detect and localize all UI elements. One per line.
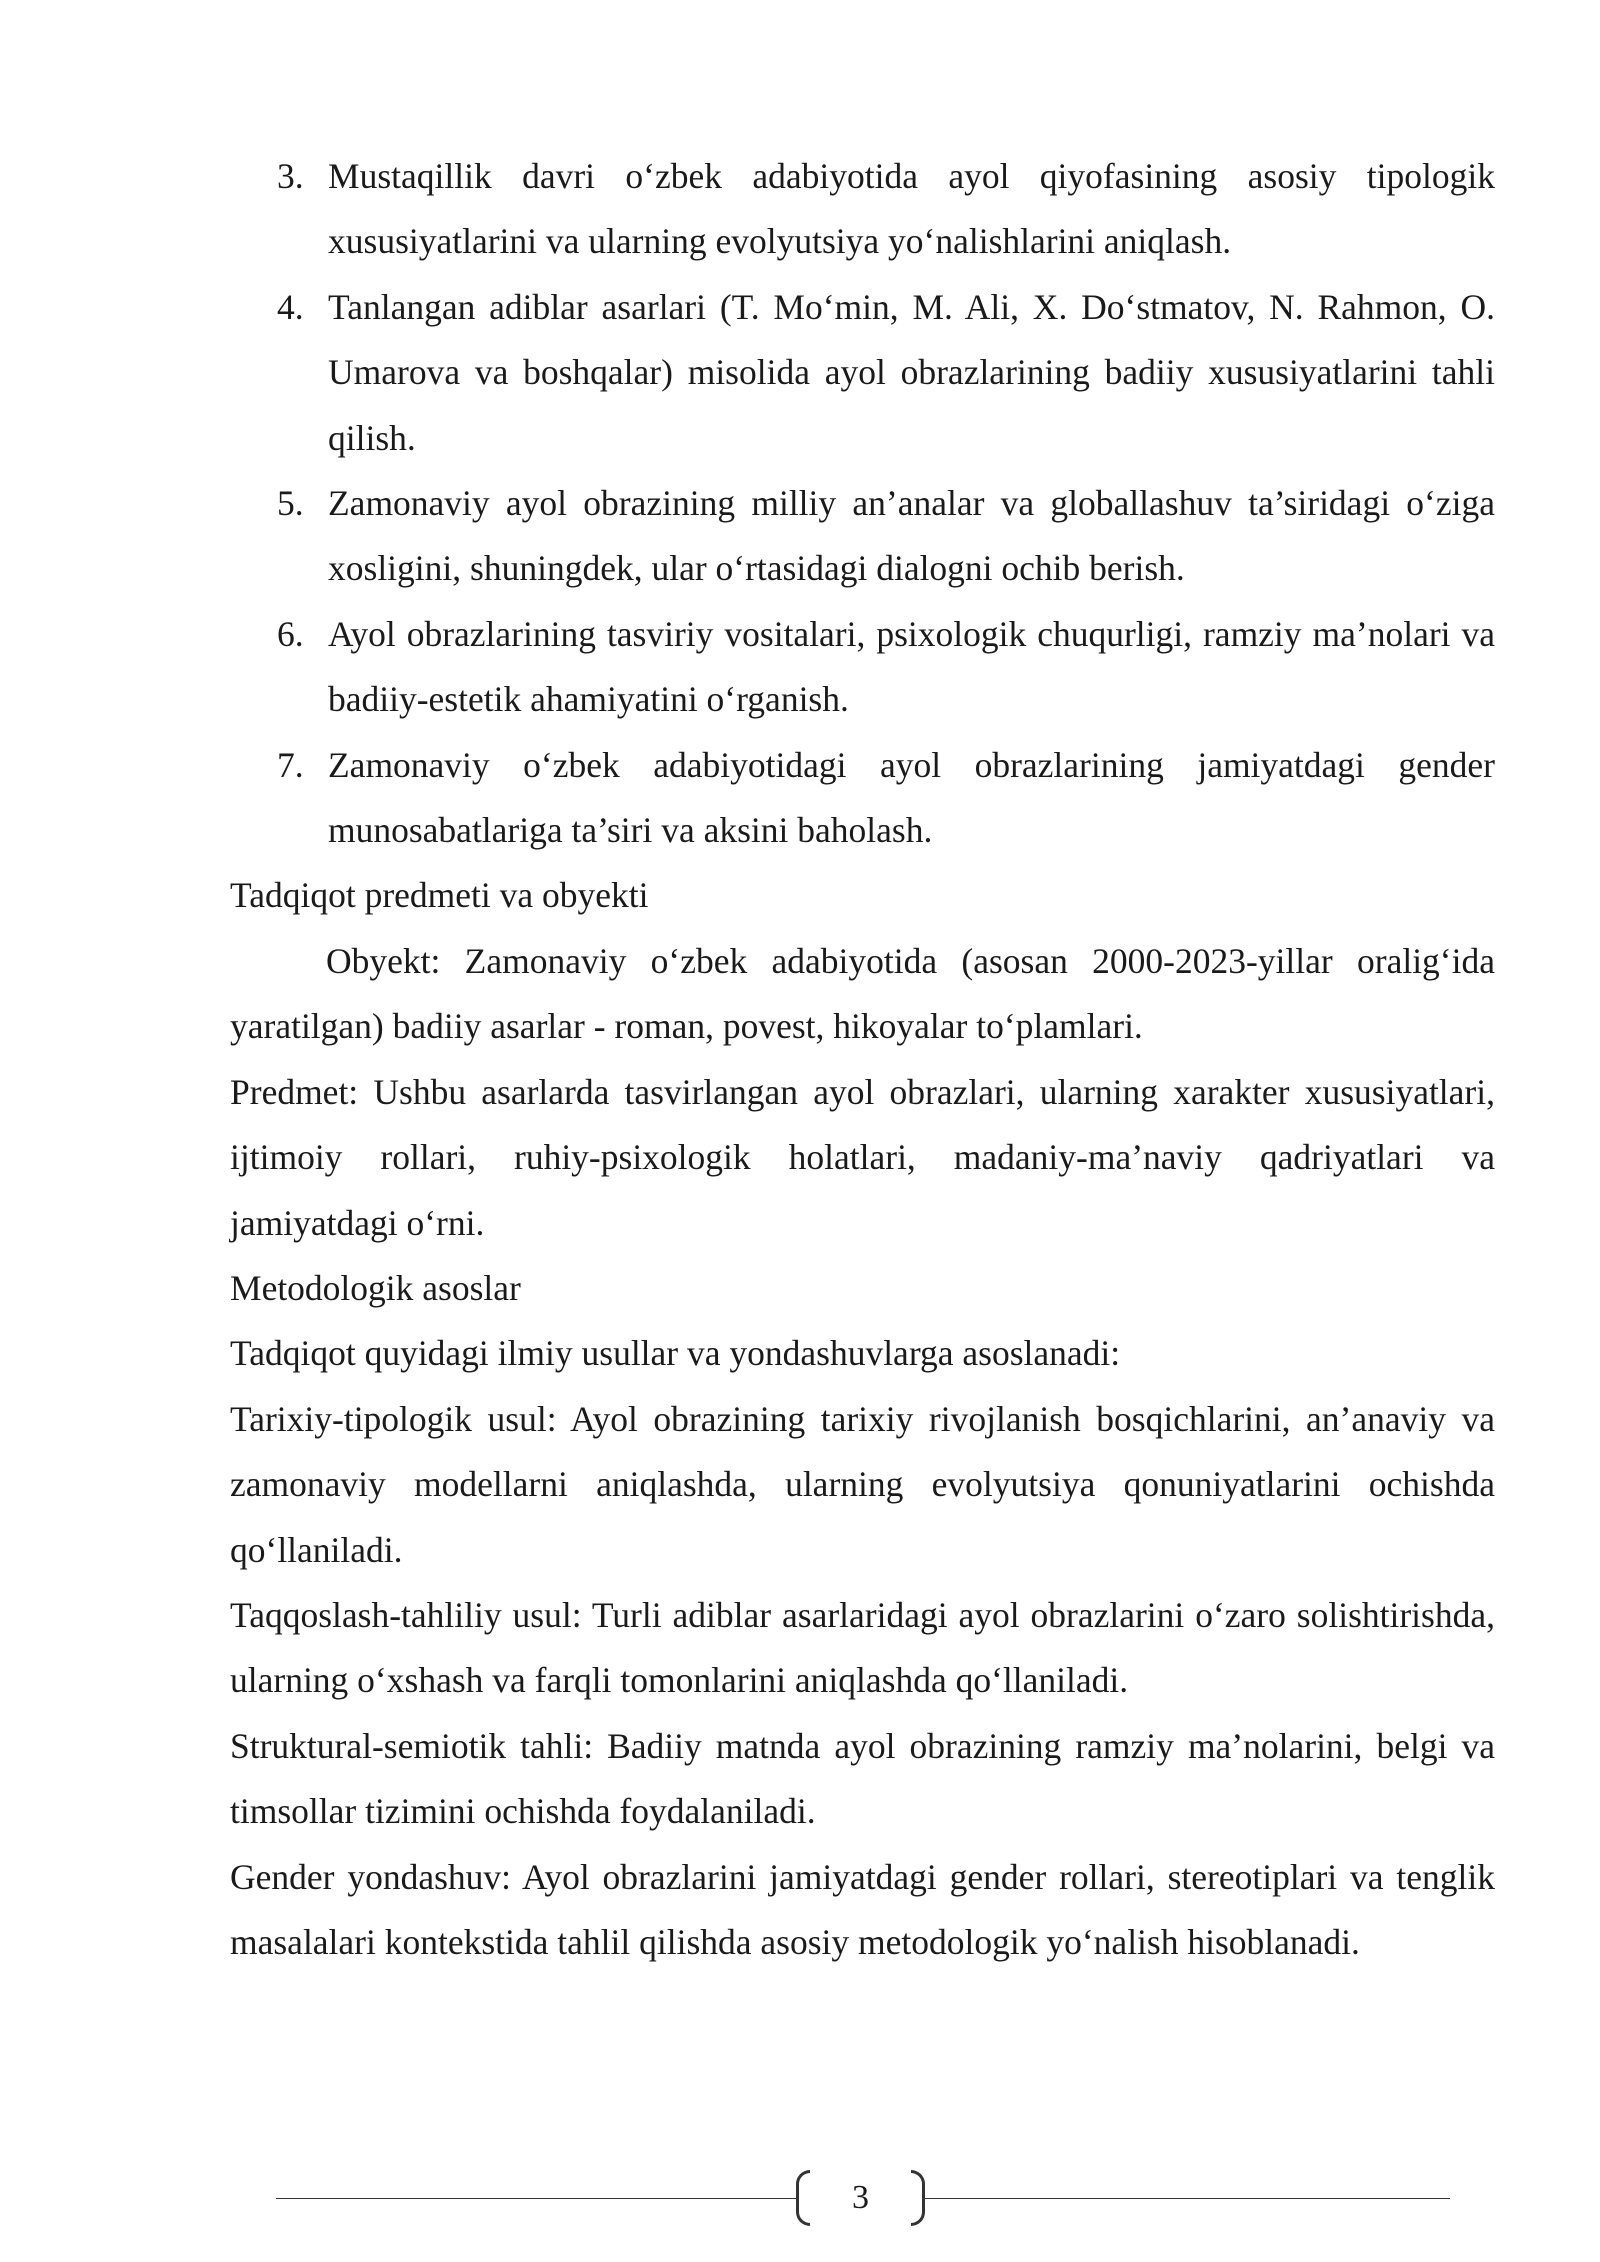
list-item-text: Zamonaviy ayol obrazining milliy an’analar va globallashuv ta’siridagi o‘ziga xosligini, shuningdek, ular o‘rtasidagi dialogni ochib berish. (328, 483, 1495, 589)
list-item-number: 7. (277, 744, 304, 785)
method-label: Struktural-semiotik tahli: (230, 1725, 594, 1766)
list-item-number: 4. (277, 286, 304, 327)
list-item-text: Mustaqillik davri o‘zbek adabiyotida ayol qiyofasining asosiy tipologik xususiyatlarini va ularning evolyutsiya yo‘nalishlarini aniqlash. (328, 156, 1495, 262)
object-text: Zamonaviy o‘zbek adabiyotida (asosan 2000-2023-yillar oralig‘ida yaratilgan) badiiy asarlar - roman, povest, hikoyalar to‘plamlari. (230, 940, 1495, 1047)
methodology-intro: Tadqiqot quyidagi ilmiy usullar va yondashuvlarga asoslanadi: (230, 1333, 1121, 1374)
list-item (230, 733, 1495, 864)
page-number: 3 (852, 2179, 869, 2216)
list-item (230, 471, 1495, 602)
method-paragraph (230, 1387, 1495, 1583)
method-paragraph (230, 1583, 1495, 1714)
method-text: Turli adiblar asarlaridagi ayol obrazlarini o‘zaro solishtirishda, ularning o‘xshash va farqli tomonlarini aniqlashda qo‘llaniladi. (230, 1594, 1495, 1701)
list-item (230, 602, 1495, 733)
object-paragraph (230, 929, 1495, 1060)
method-paragraph (230, 1845, 1495, 1976)
method-paragraph (230, 1714, 1495, 1845)
method-label: Tarixiy-tipologik usul: (230, 1398, 557, 1439)
subject-paragraph (230, 1060, 1495, 1256)
method-text: Ayol obrazlarini jamiyatdagi gender rollari, stereotiplari va tenglik masalalari kontekstida tahlil qilishda asosiy metodologik yo‘nalish hisoblanadi. (230, 1856, 1495, 1962)
subject-label: Predmet: (230, 1071, 359, 1112)
method-text: Badiiy matnda ayol obrazining ramziy ma’nolarini, belgi va timsollar tizimini ochishda foydalaniladi. (230, 1725, 1495, 1832)
list-item-text: Ayol obrazlarining tasviriy vositalari, psixologik chuqurligi, ramziy ma’nolari va badiiy-estetik ahamiyatini o‘rganish. (328, 613, 1495, 720)
method-label: Taqqoslash-tahliliy usul: (230, 1594, 582, 1635)
footer-rule-left (276, 2198, 796, 2199)
section-heading-methodology: Metodologik asoslar (230, 1267, 521, 1308)
list-item-text: Tanlangan adiblar asarlari (T. Mo‘min, M. Ali, X. Do‘stmatov, N. Rahmon, O. Umarova va boshqalar) misolida ayol obrazlarining badiiy xususiyatlarini tahli qilish. (328, 286, 1495, 458)
list-item-text: Zamonaviy o‘zbek adabiyotidagi ayol obrazlarining jamiyatdagi gender munosabatlariga ta’siri va aksini baholash. (328, 744, 1495, 851)
objectives-list (230, 144, 1495, 863)
page-content (230, 144, 1495, 1975)
list-item-number: 5. (277, 483, 304, 524)
left-bracket-icon (796, 2170, 810, 2226)
object-label: Obyekt: (326, 940, 441, 981)
list-item-number: 3. (277, 156, 304, 196)
list-item (230, 144, 1495, 275)
page-footer (0, 2160, 1600, 2240)
method-label: Gender yondashuv: (230, 1856, 512, 1897)
footer-rule-right (925, 2198, 1450, 2199)
subject-text: Ushbu asarlarda tasvirlangan ayol obrazlari, ularning xarakter xususiyatlari, ijtimoiy rollari, ruhiy-psixologik holatlari, madaniy-ma’naviy qadriyatlari va jamiyatdagi o‘rni. (230, 1071, 1495, 1243)
list-item (230, 275, 1495, 471)
method-text: Ayol obrazining tarixiy rivojlanish bosqichlarini, an’anaviy va zamonaviy modellarni aniqlashda, ularning evolyutsiya qonuniyatlarini ochishda qo‘llaniladi. (230, 1398, 1495, 1570)
list-item-number: 6. (277, 613, 304, 654)
right-bracket-icon (911, 2170, 925, 2226)
section-heading-subject-object: Tadqiqot predmeti va obyekti (230, 875, 649, 916)
